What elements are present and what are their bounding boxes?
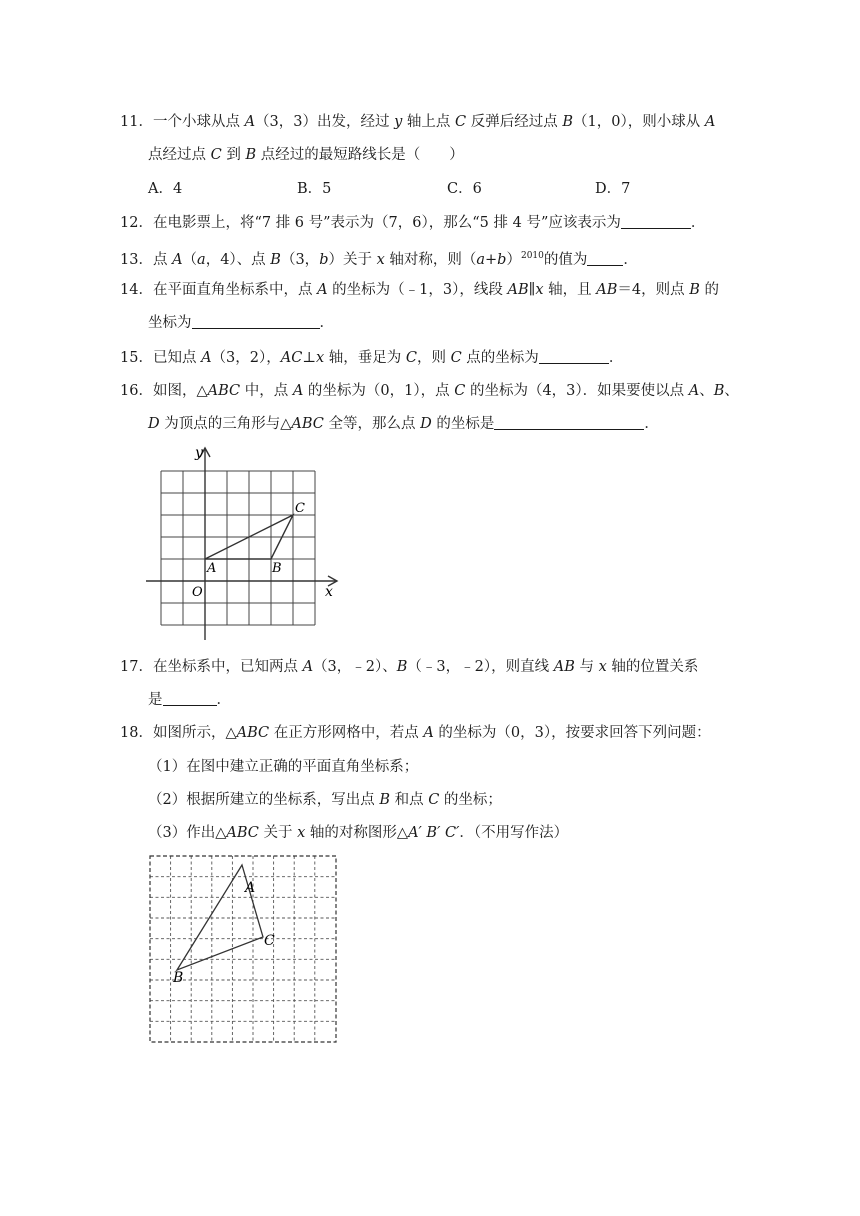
question-11-line2: 点经过点 C 到 B 点经过的最短路线长是（ ） [148,147,464,163]
point-a-label: A [245,880,256,896]
question-18: 18．如图所示，△ABC 在正方形网格中，若点 A 的坐标为（0，3），按要求回答下列问题： [120,725,711,741]
option-a: A．4 [148,181,183,197]
option-b: B．5 [297,181,332,197]
question-16-line1: 16．如图，△ABC 中，点 A 的坐标为（0，1），点 C 的坐标为（4，3）．如果要使以点 A、B、 [120,383,739,399]
answer-blank[interactable] [163,691,217,706]
q16-grid [161,471,315,625]
question-18-part1: （1）在图中建立正确的平面直角坐标系； [148,759,419,775]
question-14-line1: 14．在平面直角坐标系中，点 A 的坐标为（﹣1，3），线段 AB∥x 轴，且 AB＝4，则点 B 的 [120,282,719,298]
point-c-label: C [264,933,275,949]
question-18-part3: （3）作出△ABC 关于 x 轴的对称图形△A′ B′ C′．（不用写作法） [148,825,569,841]
q18-grid-figure [140,848,350,1050]
answer-blank[interactable] [587,251,623,266]
q16-coordinate-figure [140,440,350,645]
y-axis-label: y [195,445,203,461]
question-14-line2: 坐标为 ． [148,315,334,331]
answer-blank[interactable] [494,415,644,430]
question-12: 12．在电影票上，将“7 排 6 号”表示为（7，6），那么“5 排 4 号”应该表示为 ． [120,215,706,231]
q18-grid-border [150,856,336,1042]
question-15: 15．已知点 A（3，2），AC⊥x 轴，垂足为 C，则 C 点的坐标为 ． [120,350,624,366]
option-c: C．6 [447,181,482,197]
question-11-options [0,179,860,199]
point-c-label: C [295,501,305,516]
answer-blank[interactable] [539,349,609,364]
question-13: 13．点 A（a，4）、点 B（3，b）关于 x 轴对称，则$(a+b)^{2010}$的值为 ． [120,251,638,268]
question-16-line2: D 为顶点的三角形与△ABC 全等，那么点 D 的坐标是 ． [148,416,659,432]
point-b-label: B [173,970,184,986]
option-d: D．7 [595,181,631,197]
answer-blank[interactable] [192,314,320,329]
answer-blank[interactable] [621,214,691,229]
question-17-line1: 17．在坐标系中，已知两点 A（3，﹣2）、B（﹣3，﹣2），则直线 AB 与 x 轴的位置关系 [120,659,699,675]
point-b-label: B [272,561,282,576]
origin-label: O [192,585,203,600]
question-17-line2: 是 ． [148,692,231,708]
point-a-label: A [207,561,217,576]
q18-dashed-grid [150,856,336,1042]
question-18-part2: （2）根据所建立的坐标系，写出点 B 和点 C 的坐标； [148,792,502,808]
x-axis-label: x [325,584,333,600]
question-11-line1: 11．一个小球从点 A（3，3）出发，经过 y 轴上点 C 反弹后经过点 B（1，0），则小球从 A [120,114,716,130]
